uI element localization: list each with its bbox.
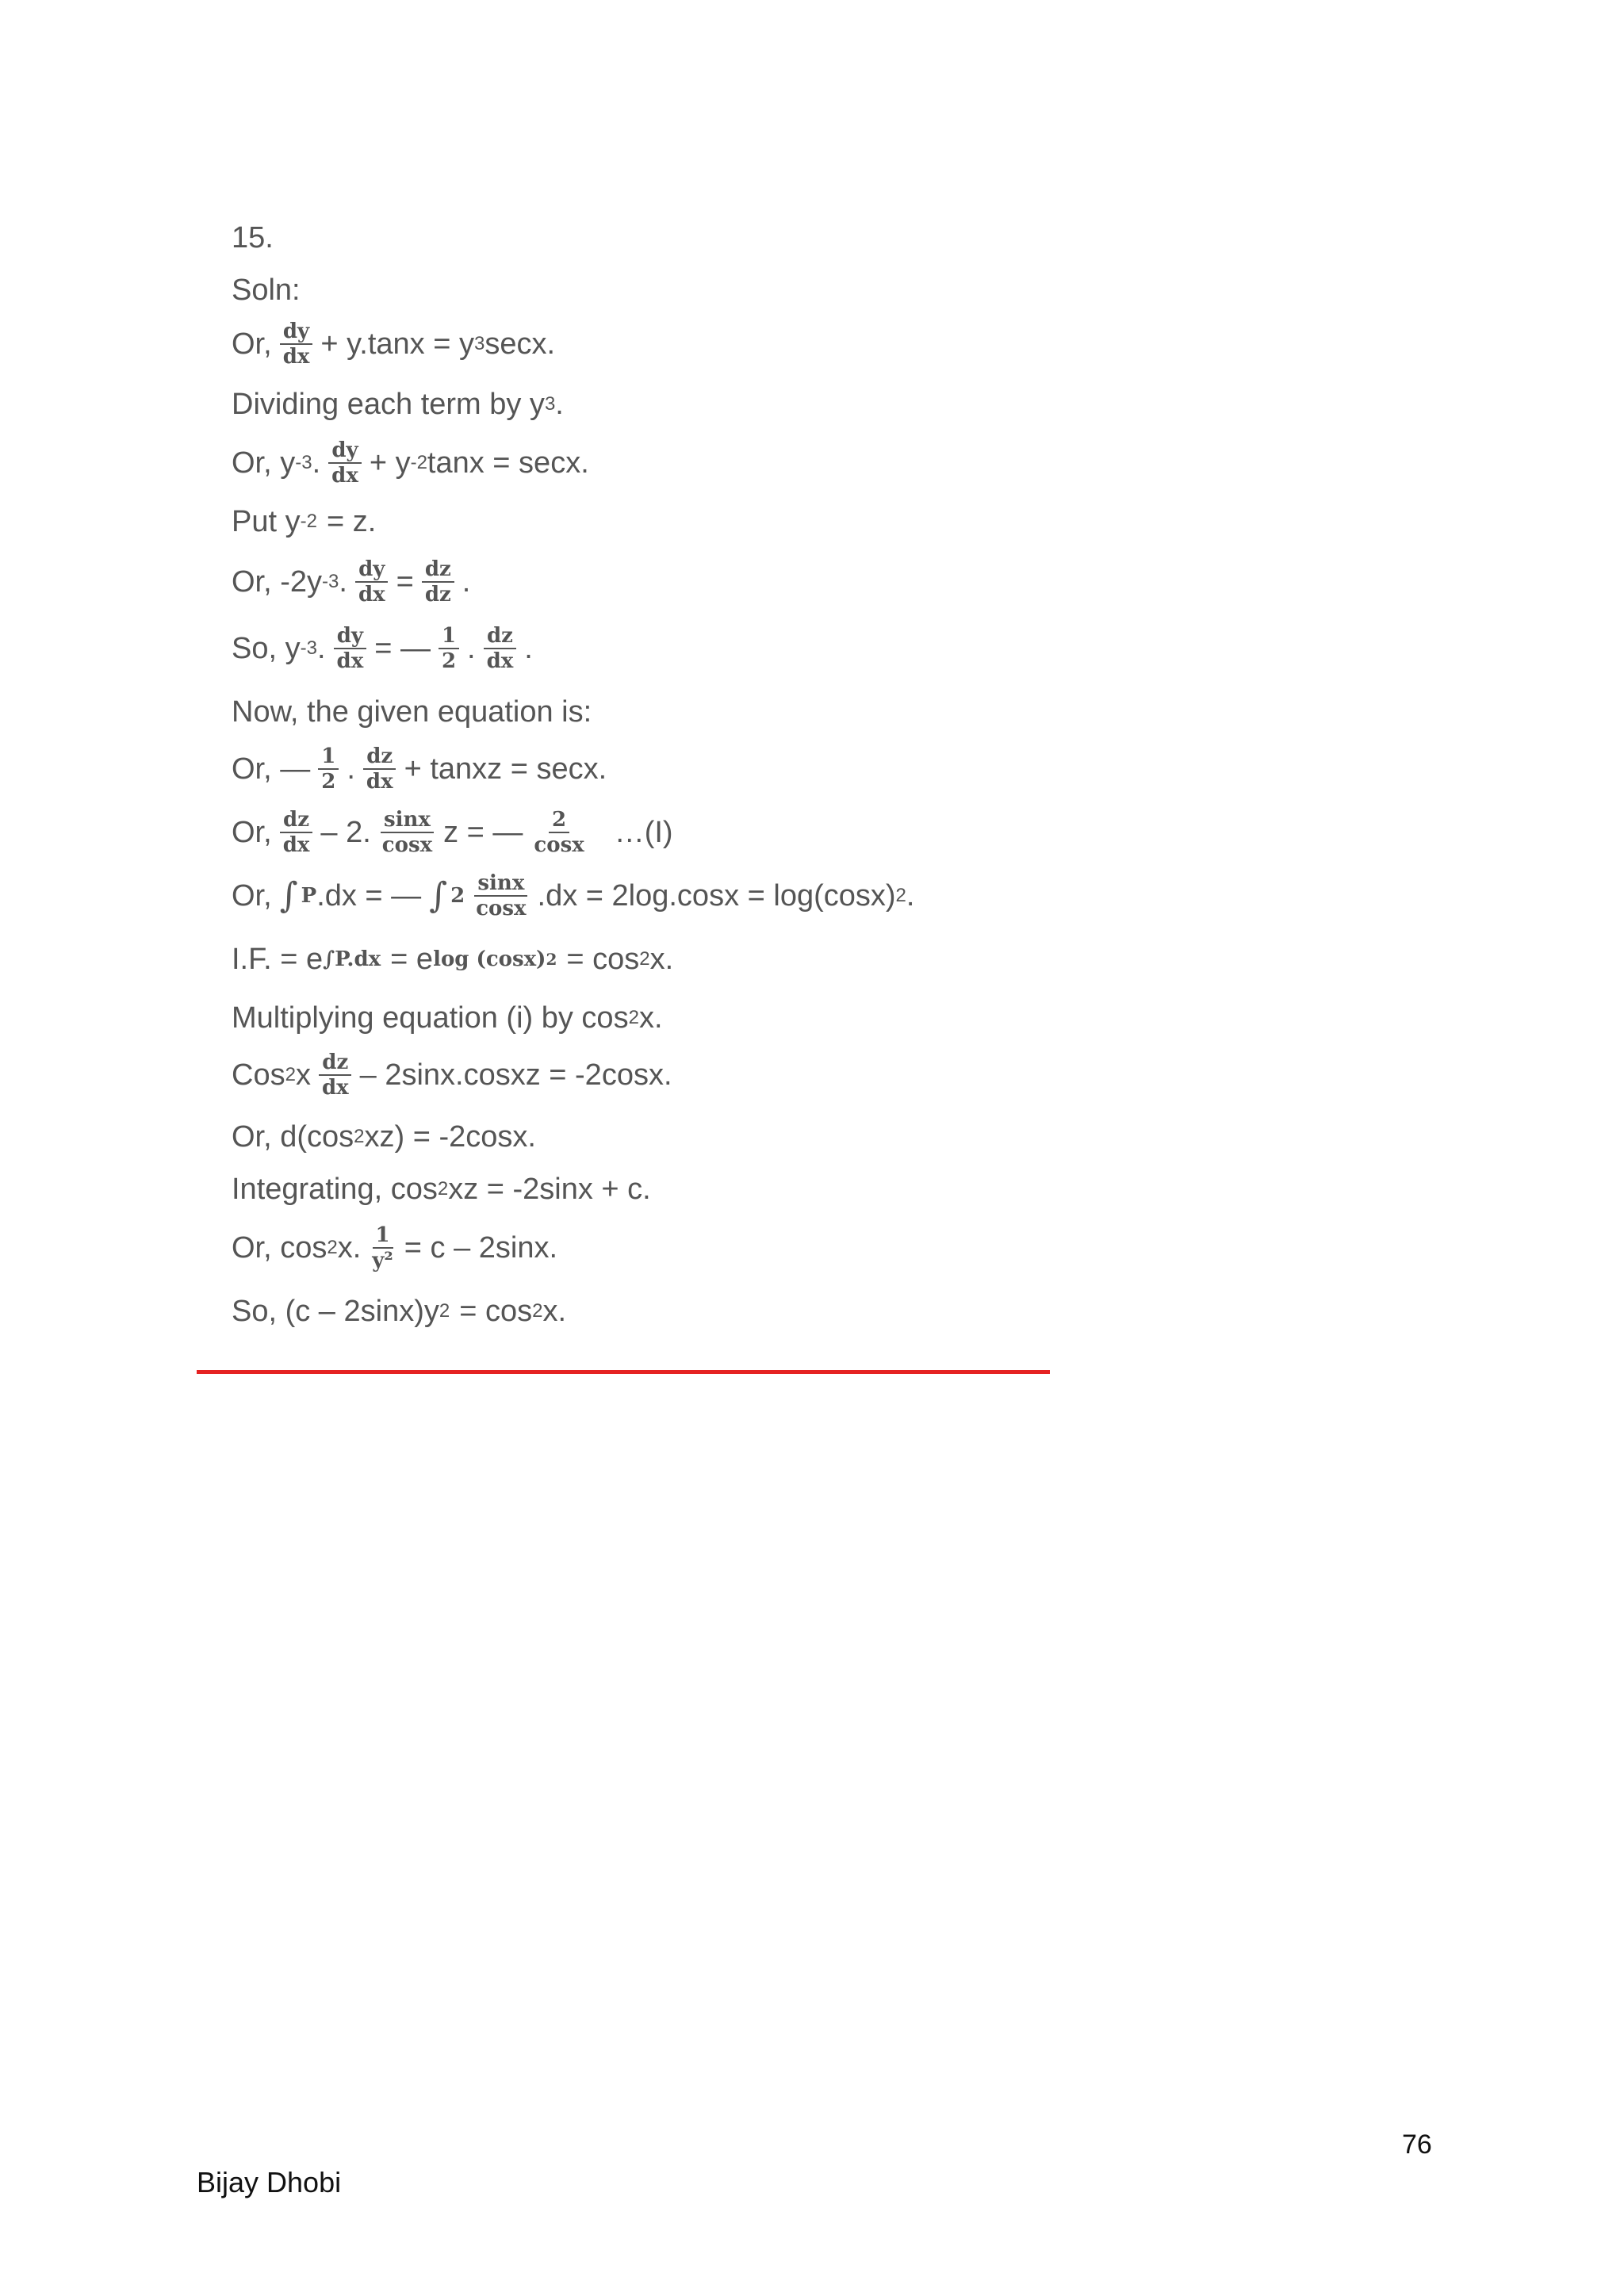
eq-text: Or, -2y [232,565,323,599]
fraction [484,626,517,672]
eq-text: Or, [232,879,272,913]
eq-text: . [339,565,347,599]
numerator: 1 [318,746,339,770]
eq-text: Now, the given equation is: [232,695,592,729]
equation-line-12: Multiplying equation (i) by cos 2 x. [232,1001,663,1035]
eq-text: . [312,446,321,480]
eq-text: = cos [566,943,640,976]
eq-text: I.F. = e [232,943,324,976]
denominator: dx [282,833,310,857]
denominator: 2 [441,649,457,673]
equation-line-15: Integrating, cos 2 xz = -2sinx + c. [232,1173,651,1206]
eq-text: .dx = 2log.cosx = log(cosx) [537,879,896,913]
eq-text: = z. [326,505,377,538]
fraction [439,626,459,672]
numerator: 1 [439,626,459,649]
eq-text: + y.tanx = y [320,327,474,361]
eq-text: – 2. [320,816,371,849]
eq-text: xz) = -2cosx. [364,1120,536,1154]
equation-line-11: I.F. = e ∫P.dx = e log (cosx) 2 = cos 2 x. [232,943,674,976]
numerator: dz [280,809,312,833]
eq-text: Or, y [232,446,296,480]
eq-text: . [906,879,915,913]
denominator: dx [282,345,310,369]
equation-line-9 [232,802,673,863]
fraction [328,440,362,486]
eq-text: Or, — [232,752,311,786]
eq-text: . [462,565,471,599]
numerator: 2 [549,809,569,833]
equation-line-2: Dividing each term by y 3 . [232,388,564,421]
eq-text: So, (c – 2sinx)y [232,1295,439,1328]
eq-text: tanx = secx. [427,446,589,480]
eq-text: Dividing each term by y [232,388,545,421]
equation-line-13: Cos 2 x $\frac{dz}{dx}$ – 2sinx.cosxz = -2cosx. [232,1050,672,1100]
fraction [530,809,587,855]
denominator: cosx [534,833,584,857]
eq-text: . [467,632,476,665]
numerator: dy [328,440,361,464]
fraction [280,321,313,367]
author-name: Bijay Dhobi [197,2166,342,2198]
denominator: cosx [381,833,433,857]
numerator: sinx [474,873,527,897]
equation-line-16: Or, cos 2 x. $\frac{1}{\text{y²}}$ = c – 2sinx. [232,1223,558,1272]
eq-text: + y [369,446,411,480]
denominator: cosx [476,897,527,920]
problem-number-text: 15. [232,221,274,254]
denominator: dx [321,1076,349,1100]
equation-line-7 [232,682,592,742]
equation-line-1: Or, $\frac{dy}{dx}$ + y.tanx = y 3 secx. [232,320,556,369]
equation-line-10: Or, ∫ P .dx = — ∫ 2 $\frac{\sin x}{\cos x}$ .dx = 2log.cosx = log(cosx) 2 . [232,871,915,920]
integral-sign: ∫ [429,875,448,916]
eq-text: x. [542,1295,567,1328]
numerator: dz [363,746,396,770]
eq-text: secx. [485,327,556,361]
eq-text: Or, cos [232,1231,327,1265]
eq-text: So, y [232,632,301,665]
eq-text: x. [649,943,674,976]
denominator: dx [331,464,358,488]
numerator: 1 [373,1225,393,1249]
equation-line-17: So, (c – 2sinx)y 2 = cos 2 x. [232,1295,567,1328]
eq-text: x [295,1058,311,1092]
denominator: y² [372,1249,393,1272]
denominator: dx [358,583,385,607]
denominator: dx [486,649,514,673]
eq-text: = [396,565,414,599]
section-divider [197,1370,1050,1374]
page-number: 76 [1402,2130,1432,2160]
numerator: sinx [381,809,434,833]
eq-text: Cos [232,1058,285,1092]
eq-text: . [347,752,355,786]
fraction [422,559,454,605]
eq-text: .dx = — [316,879,422,913]
equation-label: …(I) [614,816,673,849]
equation-line-8 [232,739,607,799]
eq-text: Put y [232,505,301,538]
eq-text: Or, d(cos [232,1120,354,1154]
fraction [355,559,389,605]
eq-text: z = — [443,816,523,849]
eq-text: xz = -2sinx + c. [448,1173,651,1206]
fraction [319,1052,352,1098]
numerator: dy [280,321,312,345]
soln-label [232,260,301,320]
denominator: dx [336,649,364,673]
numerator: dy [334,626,366,649]
eq-text: + tanxz = secx. [404,752,607,786]
equation-line-5: Or, -2y -3 . $\frac{dy}{dx}$ = $\frac{dz}{dz}$ . [232,557,471,607]
integral-sign: ∫ [279,875,298,916]
eq-text: = cos [459,1295,533,1328]
fraction [280,809,313,855]
fraction [363,746,396,792]
fraction [369,1225,396,1271]
equation-line-4: Put y -2 = z. [232,505,377,538]
equation-line-14: Or, d(cos 2 xz) = -2cosx. [232,1120,536,1154]
eq-text: = — [374,632,431,665]
fraction [334,626,367,672]
eq-text: = c – 2sinx. [404,1231,558,1265]
eq-text: Integrating, cos [232,1173,438,1206]
eq-text: . [555,388,564,421]
equation-line-3: Or, y -3 . $\frac{dy}{dx}$ + y -2 tanx = secx. [232,438,589,488]
denominator: dz [424,583,451,607]
eq-text: . [524,632,533,665]
numerator: dz [484,626,516,649]
eq-text: Multiplying equation (i) by cos [232,1001,629,1035]
equation-line-6: So, y -3 . $\frac{dy}{dx}$ = — $\frac{1}{2}$ . $\frac{dz}{dx}$ . [232,624,533,673]
eq-text: Or, [232,327,272,361]
eq-text: = e [390,943,434,976]
eq-text: . [316,632,326,665]
fraction [473,873,529,919]
numerator: dz [319,1052,351,1076]
denominator: 2 [321,770,336,794]
eq-text: Or, [232,816,272,849]
problem-number [232,208,274,268]
soln-label-text: Soln: [232,274,301,307]
fraction [379,809,435,855]
eq-text: – 2sinx.cosxz = -2cosx. [359,1058,672,1092]
fraction [318,746,339,792]
numerator: dz [422,559,454,583]
eq-text: x. [638,1001,663,1035]
eq-text: x. [337,1231,362,1265]
numerator: dy [355,559,388,583]
denominator: dx [366,770,393,794]
